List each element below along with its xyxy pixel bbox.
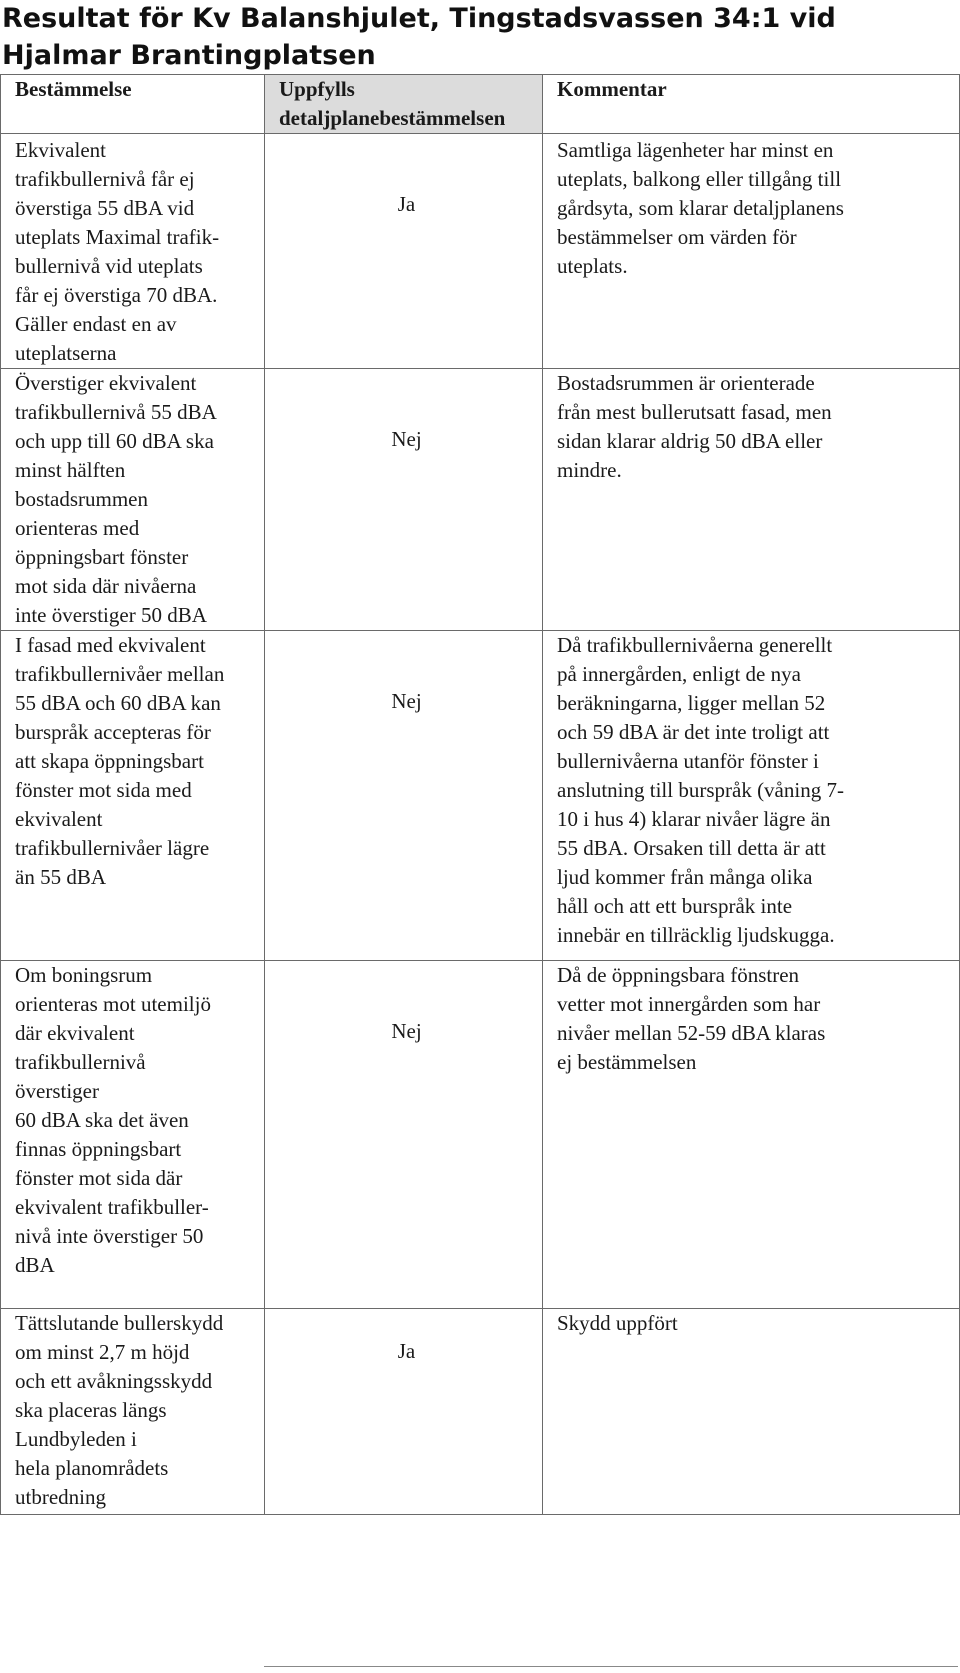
page-title: Resultat för Kv Balanshjulet, Tingstadsvassen 34:1 vid Hjalmar Brantingplatsen	[2, 3, 836, 71]
footnote-separator	[264, 1666, 958, 1667]
fulfilled-cell	[265, 631, 543, 961]
fulfilled-value: Nej	[391, 427, 422, 451]
fulfilled-cell	[265, 961, 543, 1309]
rule-cell: I fasad med ekvivalent trafikbullernivåer mellan 55 dBA och 60 dBA kan burspråk accepteras för att skapa öppningsbart fönster mot sida med ekvivalent trafikbullernivåer lägre än 55 dBA	[1, 631, 265, 961]
header-fulfilled: Uppfylls detaljplanebestämmelsen	[265, 75, 543, 134]
table-row	[1, 1309, 960, 1515]
fulfilled-cell	[265, 134, 543, 369]
header-comment: Kommentar	[543, 75, 960, 134]
rule-cell: Om boningsrum orienteras mot utemiljö där ekvivalent trafikbullernivå överstiger 60 dBA ska det även finnas öppningsbart fönster mot sida där ekvivalent trafikbuller- nivå inte överstiger 50 dBA	[1, 961, 265, 1309]
regulation-table	[0, 74, 960, 1515]
fulfilled-value: Ja	[397, 1339, 416, 1363]
rule-cell: Överstiger ekvivalent trafikbullernivå 55 dBA och upp till 60 dBA ska minst hälften bostadsrummen orienteras med öppningsbart fönster mot sida där nivåerna inte överstiger 50 dBA	[1, 369, 265, 631]
table-row	[1, 961, 960, 1309]
fulfilled-cell	[265, 369, 543, 631]
comment-cell: Då trafikbullernivåerna generellt på innergården, enligt de nya beräkningarna, ligger mellan 52 och 59 dBA är det inte troligt att bullernivåerna utanför fönster i anslutning till burspråk (våning 7- 10 i hus 4) klarar nivåer lägre än 55 dBA. Orsaken till detta är att ljud kommer från många olika håll och att ett burspråk inte innebär en tillräcklig ljudskugga.	[543, 631, 960, 961]
table-row	[1, 369, 960, 631]
comment-cell: Då de öppningsbara fönstren vetter mot innergården som har nivåer mellan 52-59 dBA klaras ej bestämmelsen	[543, 961, 960, 1309]
table-header-row	[1, 75, 960, 134]
rule-cell: Ekvivalent trafikbullernivå får ej överstiga 55 dBA vid uteplats Maximal trafik- bullernivå vid uteplats får ej överstiga 70 dBA. Gäller endast en av uteplatserna	[1, 134, 265, 369]
fulfilled-value: Nej	[391, 1019, 422, 1043]
fulfilled-value: Ja	[397, 192, 416, 216]
comment-cell: Bostadsrummen är orienterade från mest bullerutsatt fasad, men sidan klarar aldrig 50 dBA eller mindre.	[543, 369, 960, 631]
comment-cell: Skydd uppfört	[543, 1309, 960, 1515]
rule-cell: Tättslutande bullerskydd om minst 2,7 m höjd och ett avåkningsskydd ska placeras längs Lundbyleden i hela planområdets utbredning	[1, 1309, 265, 1515]
table-row	[1, 134, 960, 369]
fulfilled-value: Nej	[391, 689, 422, 713]
comment-cell: Samtliga lägenheter har minst en uteplats, balkong eller tillgång till gårdsyta, som klarar detaljplanens bestämmelser om värden för uteplats.	[543, 134, 960, 369]
table-row	[1, 631, 960, 961]
fulfilled-cell	[265, 1309, 543, 1515]
header-rule: Bestämmelse	[1, 75, 265, 134]
